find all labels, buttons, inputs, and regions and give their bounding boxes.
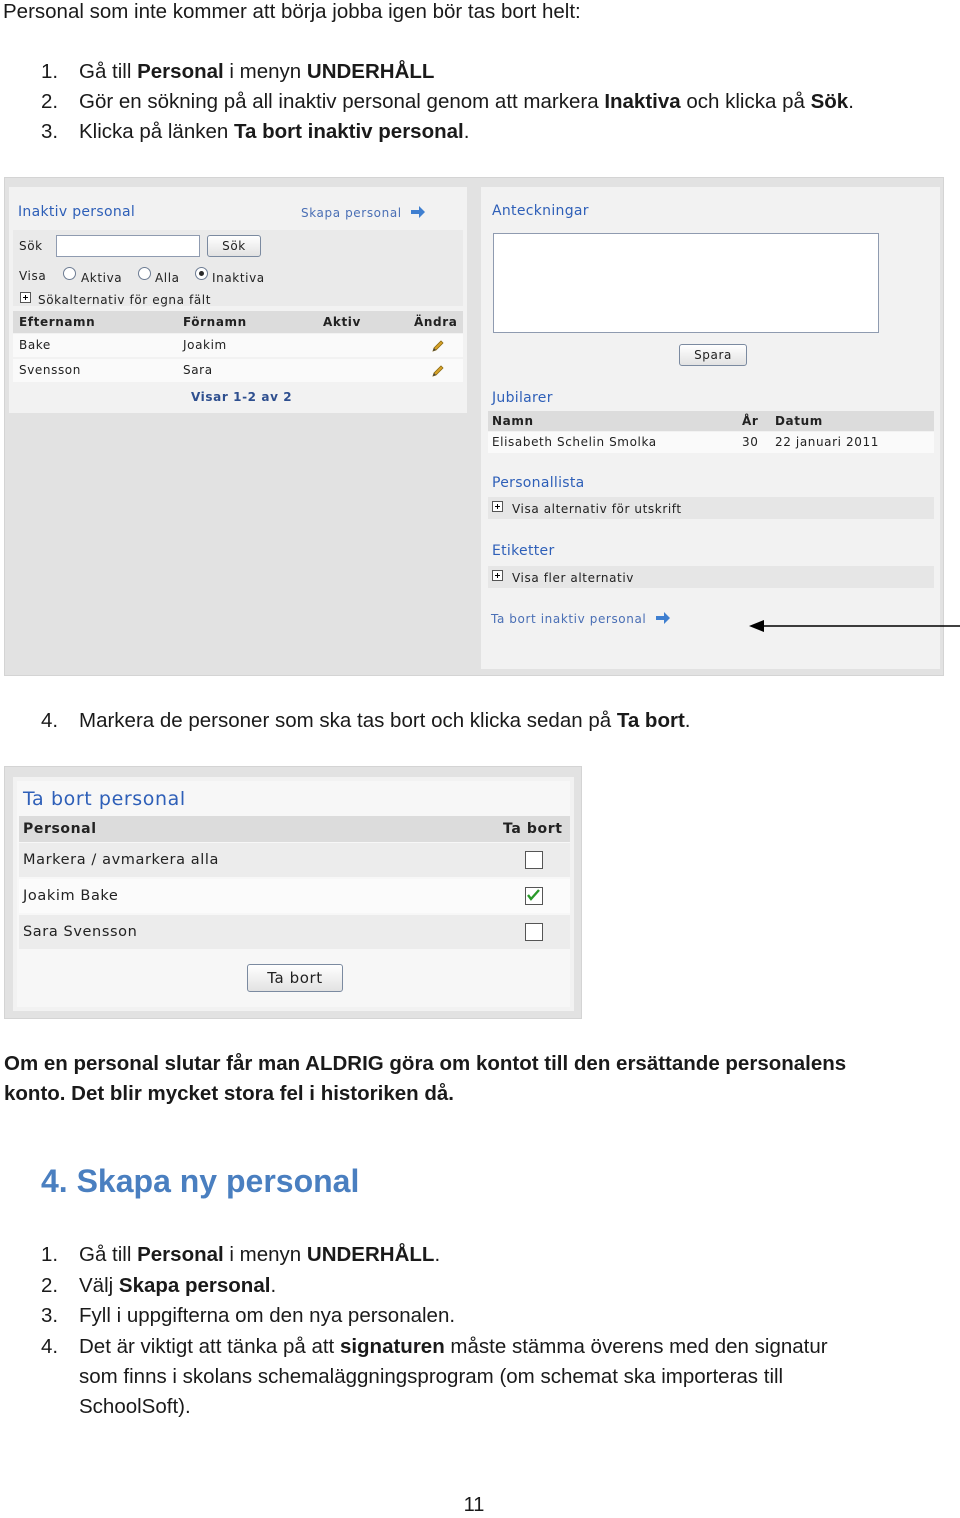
list-number: 1. bbox=[41, 1243, 59, 1266]
notes-textarea[interactable] bbox=[493, 233, 879, 333]
cell-date: 22 januari 2011 bbox=[775, 435, 879, 449]
select-all-label: Markera / avmarkera alla bbox=[23, 852, 220, 868]
radio-active[interactable] bbox=[63, 267, 76, 280]
labels-option-row bbox=[488, 566, 934, 588]
column-header[interactable]: Förnamn bbox=[183, 315, 247, 329]
column-header[interactable]: Aktiv bbox=[323, 315, 361, 329]
column-header: Ändra bbox=[414, 315, 458, 329]
section-heading: 4. Skapa ny personal bbox=[41, 1163, 360, 1199]
list-text: Klicka på länken Ta bort inaktiv personal. bbox=[79, 120, 470, 143]
list-text: Markera de personer som ska tas bort och klicka sedan på Ta bort. bbox=[79, 709, 691, 732]
labels-option-link[interactable]: Visa fler alternativ bbox=[512, 571, 634, 585]
cell-year: 30 bbox=[742, 435, 759, 449]
remove-checkbox[interactable] bbox=[525, 923, 543, 941]
expand-plus-icon[interactable] bbox=[492, 570, 503, 581]
jubilee-title: Jubilarer bbox=[492, 390, 553, 406]
person-label: Joakim Bake bbox=[23, 888, 119, 904]
list-number: 3. bbox=[41, 1304, 59, 1327]
select-all-checkbox[interactable] bbox=[525, 851, 543, 869]
arrow-right-icon bbox=[410, 206, 426, 218]
warning-line: konto. Det blir mycket stora fel i historiken då. bbox=[4, 1082, 454, 1105]
cell-lastname: Svensson bbox=[19, 363, 81, 377]
create-staff-link[interactable]: Skapa personal bbox=[301, 206, 426, 220]
stafflist-option-link[interactable]: Visa alternativ för utskrift bbox=[512, 502, 682, 516]
screenshot-remove-staff bbox=[4, 766, 582, 1019]
list-item bbox=[0, 1332, 960, 1362]
page-number: 11 bbox=[463, 1494, 485, 1516]
list-text-continued: som finns i skolans schemaläggningsprogram (om schemat ska importeras till bbox=[79, 1365, 784, 1388]
list-item bbox=[0, 1301, 960, 1331]
intro-text: Personal som inte kommer att börja jobba igen bör tas bort helt: bbox=[3, 0, 581, 23]
pager-text: Visar 1-2 av 2 bbox=[191, 390, 293, 404]
list-item bbox=[0, 117, 960, 147]
list-item bbox=[0, 1271, 960, 1301]
expand-plus-icon[interactable] bbox=[20, 292, 31, 303]
remove-staff-panel bbox=[13, 777, 574, 1011]
show-label: Visa bbox=[19, 269, 47, 283]
column-header: Datum bbox=[775, 414, 823, 428]
pencil-icon[interactable] bbox=[431, 364, 445, 378]
column-header: Ta bort bbox=[503, 821, 563, 837]
search-input[interactable] bbox=[56, 235, 200, 257]
remove-button[interactable]: Ta bort bbox=[247, 964, 343, 992]
cell-firstname: Joakim bbox=[183, 338, 227, 352]
list-number: 4. bbox=[41, 709, 59, 732]
column-header: Namn bbox=[492, 414, 534, 428]
stafflist-option-row bbox=[488, 497, 934, 519]
pointer-arrow-icon bbox=[748, 617, 960, 635]
remove-inactive-link[interactable]: Ta bort inaktiv personal bbox=[491, 612, 671, 626]
radio-label: Alla bbox=[155, 271, 180, 285]
list-number: 4. bbox=[41, 1335, 59, 1358]
person-label: Sara Svensson bbox=[23, 924, 138, 940]
table-row bbox=[19, 915, 570, 949]
checkmark-icon bbox=[526, 888, 541, 903]
list-text: Gå till Personal i menyn UNDERHÅLL. bbox=[79, 1243, 441, 1266]
list-item bbox=[0, 1240, 960, 1270]
list-text-continued: SchoolSoft). bbox=[79, 1395, 191, 1418]
radio-label: Aktiva bbox=[81, 271, 123, 285]
save-button[interactable]: Spara bbox=[679, 344, 747, 366]
sidebar-panel bbox=[481, 187, 940, 669]
warning-line: Om en personal slutar får man ALDRIG göra om kontot till den ersättande personalens bbox=[4, 1052, 847, 1075]
pencil-icon[interactable] bbox=[431, 339, 445, 353]
jubilee-row bbox=[488, 432, 934, 453]
labels-title: Etiketter bbox=[492, 543, 555, 559]
inactive-staff-panel bbox=[9, 187, 467, 413]
table-row bbox=[13, 359, 463, 382]
expand-plus-icon[interactable] bbox=[492, 501, 503, 512]
cell-firstname: Sara bbox=[183, 363, 213, 377]
custom-fields-link[interactable]: Sökalternativ för egna fält bbox=[38, 293, 212, 307]
list-text: Välj Skapa personal. bbox=[79, 1274, 277, 1297]
list-item bbox=[0, 87, 960, 117]
list-number: 1. bbox=[41, 60, 59, 83]
search-label: Sök bbox=[19, 239, 43, 253]
radio-all[interactable] bbox=[138, 267, 151, 280]
stafflist-title: Personallista bbox=[492, 475, 585, 491]
radio-inactive[interactable] bbox=[195, 267, 208, 280]
search-button[interactable]: Sök bbox=[207, 235, 261, 257]
list-text: Gör en sökning på all inaktiv personal genom att markera Inaktiva och klicka på Sök. bbox=[79, 90, 854, 113]
radio-label: Inaktiva bbox=[212, 271, 265, 285]
column-header: Personal bbox=[23, 821, 97, 837]
panel-title: Inaktiv personal bbox=[18, 204, 136, 220]
list-text: Fyll i uppgifterna om den nya personalen. bbox=[79, 1304, 456, 1327]
table-header bbox=[19, 816, 570, 842]
list-text: Gå till Personal i menyn UNDERHÅLL bbox=[79, 60, 435, 83]
table-header bbox=[13, 311, 463, 333]
cell-name: Elisabeth Schelin Smolka bbox=[492, 435, 657, 449]
cell-lastname: Bake bbox=[19, 338, 51, 352]
table-row bbox=[19, 879, 570, 913]
list-item bbox=[0, 706, 960, 736]
column-header: År bbox=[742, 414, 759, 428]
notes-title: Anteckningar bbox=[492, 203, 589, 219]
jubilee-table-header bbox=[488, 411, 934, 431]
screenshot-inactive-staff bbox=[4, 177, 944, 676]
arrow-right-icon bbox=[655, 612, 671, 624]
list-number: 3. bbox=[41, 120, 59, 143]
remove-checkbox-checked[interactable] bbox=[525, 887, 543, 905]
column-header[interactable]: Efternamn bbox=[19, 315, 96, 329]
table-row bbox=[19, 843, 570, 877]
list-number: 2. bbox=[41, 1274, 59, 1297]
list-number: 2. bbox=[41, 90, 59, 113]
list-item bbox=[0, 57, 960, 87]
panel-title: Ta bort personal bbox=[23, 788, 186, 810]
list-text: Det är viktigt att tänka på att signaturen måste stämma överens med den signatur bbox=[79, 1335, 828, 1358]
table-row bbox=[13, 334, 463, 357]
